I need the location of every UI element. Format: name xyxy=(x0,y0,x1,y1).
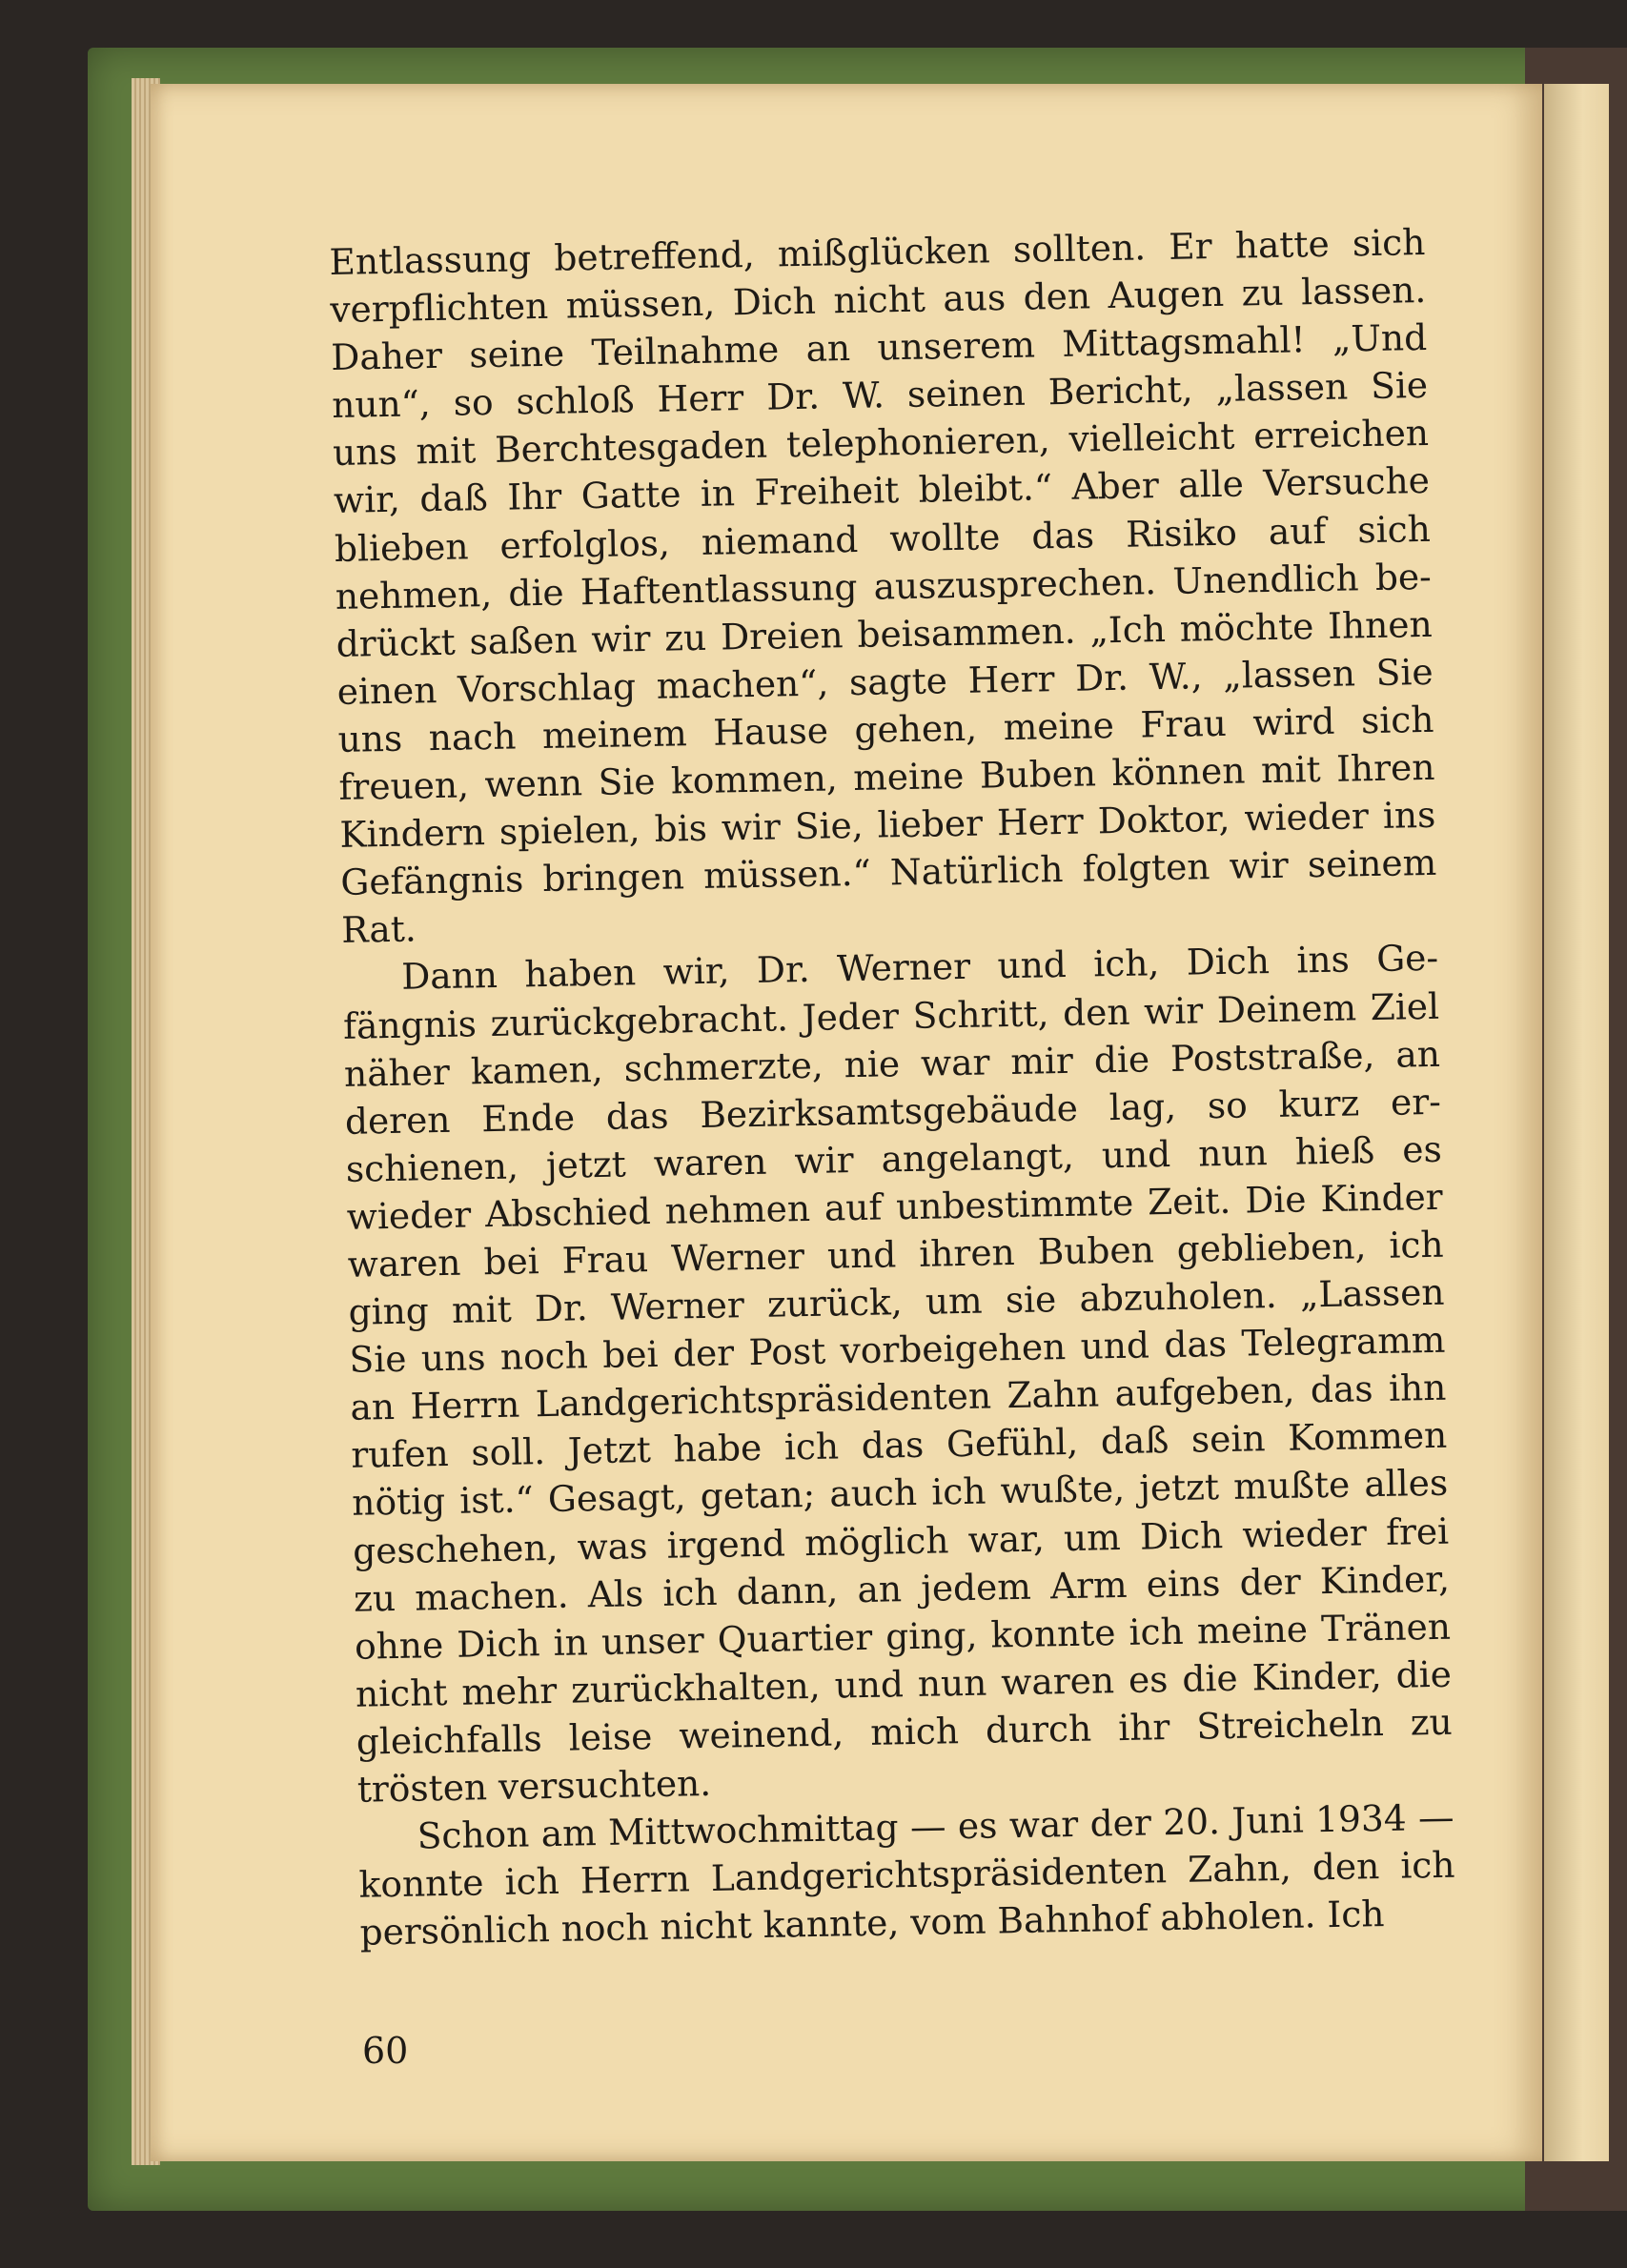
text-line: ohne Dich in unser Quartier ging, konnte ich meine Tränen xyxy=(354,1605,1452,1668)
text-line: uns nach meinem Hause gehen, meine Frau wird sich xyxy=(337,698,1434,760)
text-line: persönlich noch nicht kannte, vom Bahnhof abholen. Ich xyxy=(359,1893,1385,1954)
text-line: einen Vorschlag machen“, sagte Herr Dr. W., „lassen Sie xyxy=(336,650,1434,713)
text-line: deren Ende das Bezirksamtsgebäude lag, so kurz er- xyxy=(344,1080,1442,1143)
text-line: waren bei Frau Werner und ihren Buben geblieben, ich xyxy=(347,1223,1444,1286)
text-line: ging mit Dr. Werner zurück, um sie abzuholen. „Lassen xyxy=(348,1270,1445,1333)
paragraph xyxy=(357,1793,1456,1956)
text-line: verpflichten müssen, Dich nicht aus den Augen zu lassen. xyxy=(329,269,1427,332)
text-line: Dann haben wir, Dr. Werner und ich, Dich ins Ge- xyxy=(400,937,1439,999)
text-line: trösten versuchten. xyxy=(356,1761,712,1811)
text-line: näher kamen, schmerzte, nie war mir die Poststraße, an xyxy=(343,1032,1441,1095)
text-line: konnte ich Herrn Landgerichtspräsidenten Zahn, den ich xyxy=(358,1843,1455,1906)
text-line: nötig ist.“ Gesagt, getan; auch ich wußte, jetzt mußte alles xyxy=(351,1462,1449,1525)
text-line: nun“, so schloß Herr Dr. W. seinen Bericht, „lassen Sie xyxy=(331,364,1429,427)
body-text xyxy=(329,218,1456,1956)
text-line: nicht mehr zurückhalten, und nun waren es die Kinder, die xyxy=(355,1652,1453,1715)
text-line: Schon am Mittwochmittag — es war der 20. Juni 1934 — xyxy=(417,1795,1454,1857)
text-line: nehmen, die Haftentlassung auszusprechen. Unendlich be- xyxy=(335,555,1433,618)
text-line: freuen, wenn Sie kommen, meine Buben können mit Ihren xyxy=(338,745,1435,808)
text-line: wir, daß Ihr Gatte in Freiheit bleibt.“ Aber alle Versuche xyxy=(333,459,1431,522)
text-line: Gefängnis bringen müssen.“ Natürlich folgten wir seinem xyxy=(339,841,1437,904)
paragraph xyxy=(329,218,1438,954)
text-line: Daher seine Teilnahme an unserem Mittagsmahl! „Und xyxy=(330,316,1428,379)
paragraph xyxy=(342,934,1454,1813)
text-line: rufen soll. Jetzt habe ich das Gefühl, daß sein Kommen xyxy=(351,1414,1448,1477)
text-line: drückt saßen wir zu Dreien beisammen. „Ich möchte Ihnen xyxy=(336,602,1434,665)
text-line: fängnis zurückgebracht. Jeder Schritt, den wir Deinem Ziel xyxy=(342,984,1440,1047)
page-number: 60 xyxy=(362,2030,409,2072)
text-line: wieder Abschied nehmen auf unbestimmte Zeit. Die Kinder xyxy=(346,1175,1444,1238)
text-line: an Herrn Landgerichtspräsidenten Zahn aufgeben, das ihn xyxy=(350,1366,1447,1429)
text-line: Kindern spielen, bis wir Sie, lieber Herr Doktor, wieder ins xyxy=(339,793,1436,857)
text-line: zu machen. Als ich dann, an jedem Arm eins der Kinder, xyxy=(353,1557,1451,1620)
text-line: uns mit Berchtesgaden telephonieren, vielleicht erreichen xyxy=(332,412,1430,475)
text-line: blieben erfolglos, niemand wollte das Risiko auf sich xyxy=(334,507,1432,570)
text-line: geschehen, was irgend möglich war, um Dich wieder frei xyxy=(352,1509,1450,1572)
book-gutter xyxy=(1544,84,1609,2161)
text-line: Rat. xyxy=(340,907,417,952)
text-line: schienen, jetzt waren wir angelangt, und nun hieß es xyxy=(345,1127,1443,1190)
text-line: gleichfalls leise weinend, mich durch ihr Streicheln zu xyxy=(356,1700,1454,1763)
text-line: Entlassung betreffend, mißglücken sollten. Er hatte sich xyxy=(329,220,1426,283)
text-line: Sie uns noch bei der Post vorbeigehen und das Telegramm xyxy=(349,1318,1446,1381)
